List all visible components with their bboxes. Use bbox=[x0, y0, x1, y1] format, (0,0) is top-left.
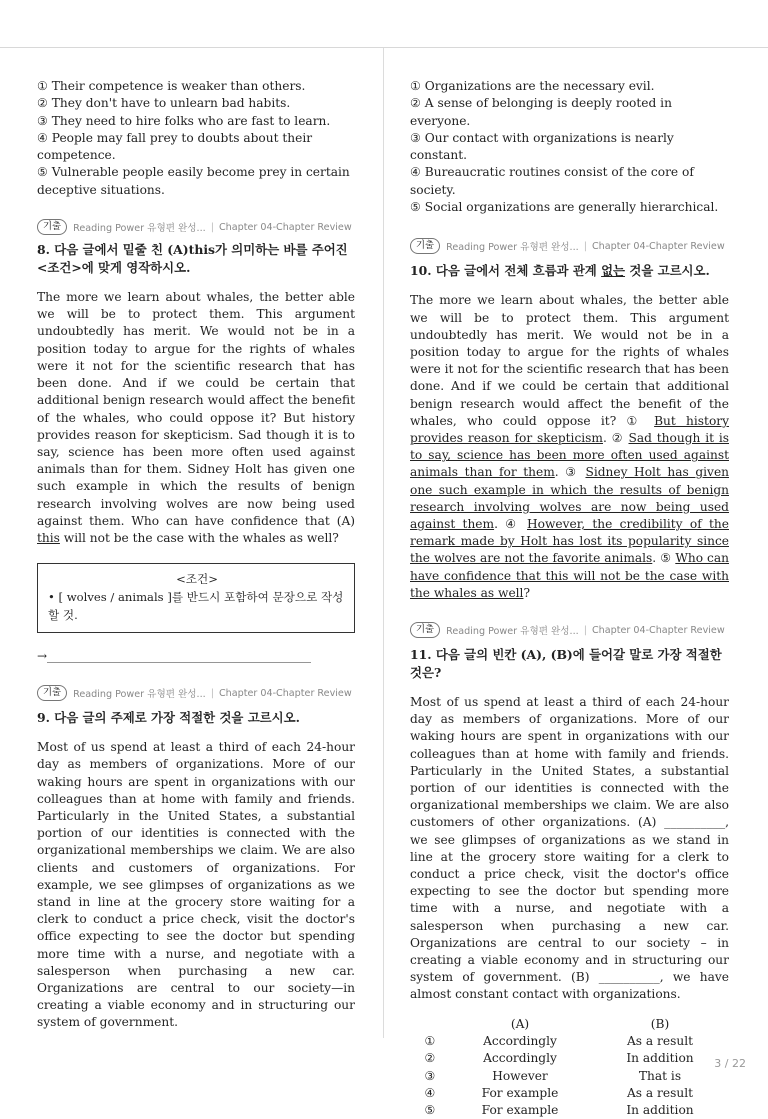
question-passage: The more we learn about whales, the better able we will be to protect them. This argument undoubtedly has merit. We would not be in a position today to argue for the rights of whales were it not for the scientific research that has been done. And if we could be certain that additional benign research would affect the benefit of the whales, who could oppose it? But history provides reason for skepticism. Sad though it is to say, science has been more often used against animals than for them. Sidney Holt has given one such example in which the results of benign research involving wolves are now being used against them. Who can have confidence that (A) this will not be the case with the whales as well? bbox=[37, 290, 355, 545]
underlined-sentence-3: Sidney Holt has given one such example in which the results of benign research involving wolves are now being used against them bbox=[410, 465, 729, 532]
option-item: ② They don't have to unlearn bad habits. bbox=[37, 96, 291, 111]
question-passage: Most of us spend at least a third of each 24-hour day as members of organizations. More of our waking hours are spent in organizations with our colleagues than at home with family and friends. Particularly in the United States, a substantial portion of our identities is connected with the organizational memberships we claim. We are also customers of other organizations. (A) __________, we see glimpses of organizations as we stand in line at the grocery store waiting for a clerk to conduct a price check, visit the doctor's office expecting to see the doctor but spending more time with a nurse, and negotiate with a salesperson when purchasing a new car. Organizations are central to our society – in creating a viable economy and in structuring our system of government. (B) __________, we have almost constant contact with organizations. bbox=[410, 695, 729, 1002]
question-title: 8. 다음 글에서 밑줄 친 (A)this가 의미하는 바를 주어진 <조건>에 맞게 영작하시오. bbox=[37, 242, 348, 276]
option-item: ① Organizations are the necessary evil. bbox=[410, 79, 655, 93]
column-a-header: (A) bbox=[510, 1016, 530, 1031]
exam-badge: 기출 bbox=[37, 685, 67, 701]
option-item: ⑤ Social organizations are generally hierarchical. bbox=[410, 200, 719, 215]
exam-badge: 기출 bbox=[410, 622, 440, 638]
source-label: Reading Power 유형편 완성... bbox=[73, 689, 206, 701]
underlined-sentence-2: Sad though it is to say, science has been more often used against animals than for them bbox=[410, 431, 729, 480]
option-item: ② A sense of belonging is deeply rooted in everyone. bbox=[410, 96, 672, 128]
underlined-sentence-5: Who can have confidence that this will not be the case with the whales as well bbox=[410, 551, 729, 600]
table-row: ② Accordingly In addition bbox=[424, 1051, 694, 1066]
table-row: ③ However That is bbox=[424, 1068, 682, 1083]
condition-text: • [ wolves / animals ]를 반드시 포함하여 문장으로 작성할 것. bbox=[48, 590, 344, 623]
source-label: Reading Power 유형편 완성... bbox=[73, 223, 206, 235]
condition-box bbox=[37, 563, 355, 633]
question-source-row: 기출 Reading Power 유형편 완성... | Chapter 04-Chapter Review bbox=[410, 622, 729, 638]
chapter-label: Chapter 04-Chapter Review bbox=[591, 240, 725, 252]
condition-title: <조건> bbox=[176, 572, 218, 587]
source-label: Reading Power 유형편 완성... bbox=[446, 626, 579, 638]
underlined-sentence-1: But history provides reason for skepticism bbox=[410, 413, 730, 445]
table-row: ① Accordingly As a result bbox=[424, 1033, 693, 1048]
column-divider bbox=[383, 48, 384, 1038]
left-column bbox=[37, 78, 355, 1032]
option-item: ③ They need to hire folks who are fast to learn. bbox=[37, 113, 331, 128]
question-title: 10. 다음 글에서 전체 흐름과 관계 없는 것을 고르시오. bbox=[410, 263, 710, 279]
right-column bbox=[410, 78, 729, 1119]
option-item: ① Their competence is weaker than others. bbox=[37, 79, 306, 93]
question-source-row: 기출 Reading Power 유형편 완성... | Chapter 04-Chapter Review bbox=[37, 685, 355, 701]
option-item: ④ People may fall prey to doubts about their competence. bbox=[37, 130, 313, 163]
chapter-label: Chapter 04-Chapter Review bbox=[218, 687, 352, 699]
exam-badge: 기출 bbox=[37, 219, 67, 235]
chapter-label: Chapter 04-Chapter Review bbox=[218, 221, 352, 233]
underlined-this: this bbox=[37, 530, 60, 545]
top-rule bbox=[0, 47, 768, 48]
question-title: 9. 다음 글의 주제로 가장 적절한 것을 고르시오. bbox=[37, 710, 300, 726]
chapter-label: Chapter 04-Chapter Review bbox=[591, 624, 725, 636]
page-number: 3 / 22 bbox=[714, 1057, 746, 1070]
table-row: ⑤ For example In addition bbox=[424, 1103, 694, 1118]
exam-badge: 기출 bbox=[410, 238, 440, 254]
option-item: ⑤ Vulnerable people easily become prey in certain deceptive situations. bbox=[37, 165, 350, 197]
option-item: ③ Our contact with organizations is nearly constant. bbox=[410, 130, 674, 163]
question-passage: Most of us spend at least a third of each 24-hour day as members of organizations. More of our waking hours are spent in organizations with our colleagues than at home with family and friends. Particularly in the United States, a substantial portion of our identities is connected with the organizational memberships we claim. We are also clients and customers of organizations. For example, we see glimpses of organizations as we stand in line at the grocery store waiting for a clerk to conduct a price check, visit the doctor's office expecting to see the doctor but spending more time with a nurse, and negotiate with a salesperson when purchasing a new car. Organizations are central to our society—in creating a viable economy and in structuring our system of government. bbox=[37, 740, 355, 1030]
option-item: ④ Bureaucratic routines consist of the core of society. bbox=[410, 165, 694, 197]
question-passage: The more we learn about whales, the better able we will be to protect them. This argument undoubtedly has merit. We would not be in a position today to argue for the rights of whales were it not for the scientific research that has been done. And if we could be certain that additional benign research would affect the benefit of the whales, who could oppose it? ① But history provides reason for skepticism. ② Sad though it is to say, science has been more often used against animals than for them. ③ Sidney Holt has given one such example in which the results of benign research involving wolves are now being used against them. ④ However, the credibility of the remark made by Holt has lost its popularity since the wolves are not the favorite animals. ⑤ Who can have confidence that this will not be the case with the whales as well? bbox=[410, 293, 730, 600]
table-row: ④ For example As a result bbox=[424, 1085, 693, 1100]
question-title: 11. 다음 글의 빈칸 (A), (B)에 들어갈 말로 가장 적절한 것은? bbox=[410, 647, 722, 681]
question-source-row: 기출 Reading Power 유형편 완성... | Chapter 04-Chapter Review bbox=[37, 219, 355, 235]
question-source-row: 기출 Reading Power 유형편 완성... | Chapter 04-Chapter Review bbox=[410, 238, 729, 254]
answer-line: →____________________________________________ bbox=[37, 649, 312, 664]
column-b-header: (B) bbox=[650, 1016, 670, 1031]
answer-choices-table bbox=[410, 1016, 730, 1119]
underlined-sentence-4: However, the credibility of the remark made by Holt has lost its popularity since the wolves are not the favorite animals bbox=[410, 517, 729, 566]
source-label: Reading Power 유형편 완성... bbox=[446, 242, 579, 254]
